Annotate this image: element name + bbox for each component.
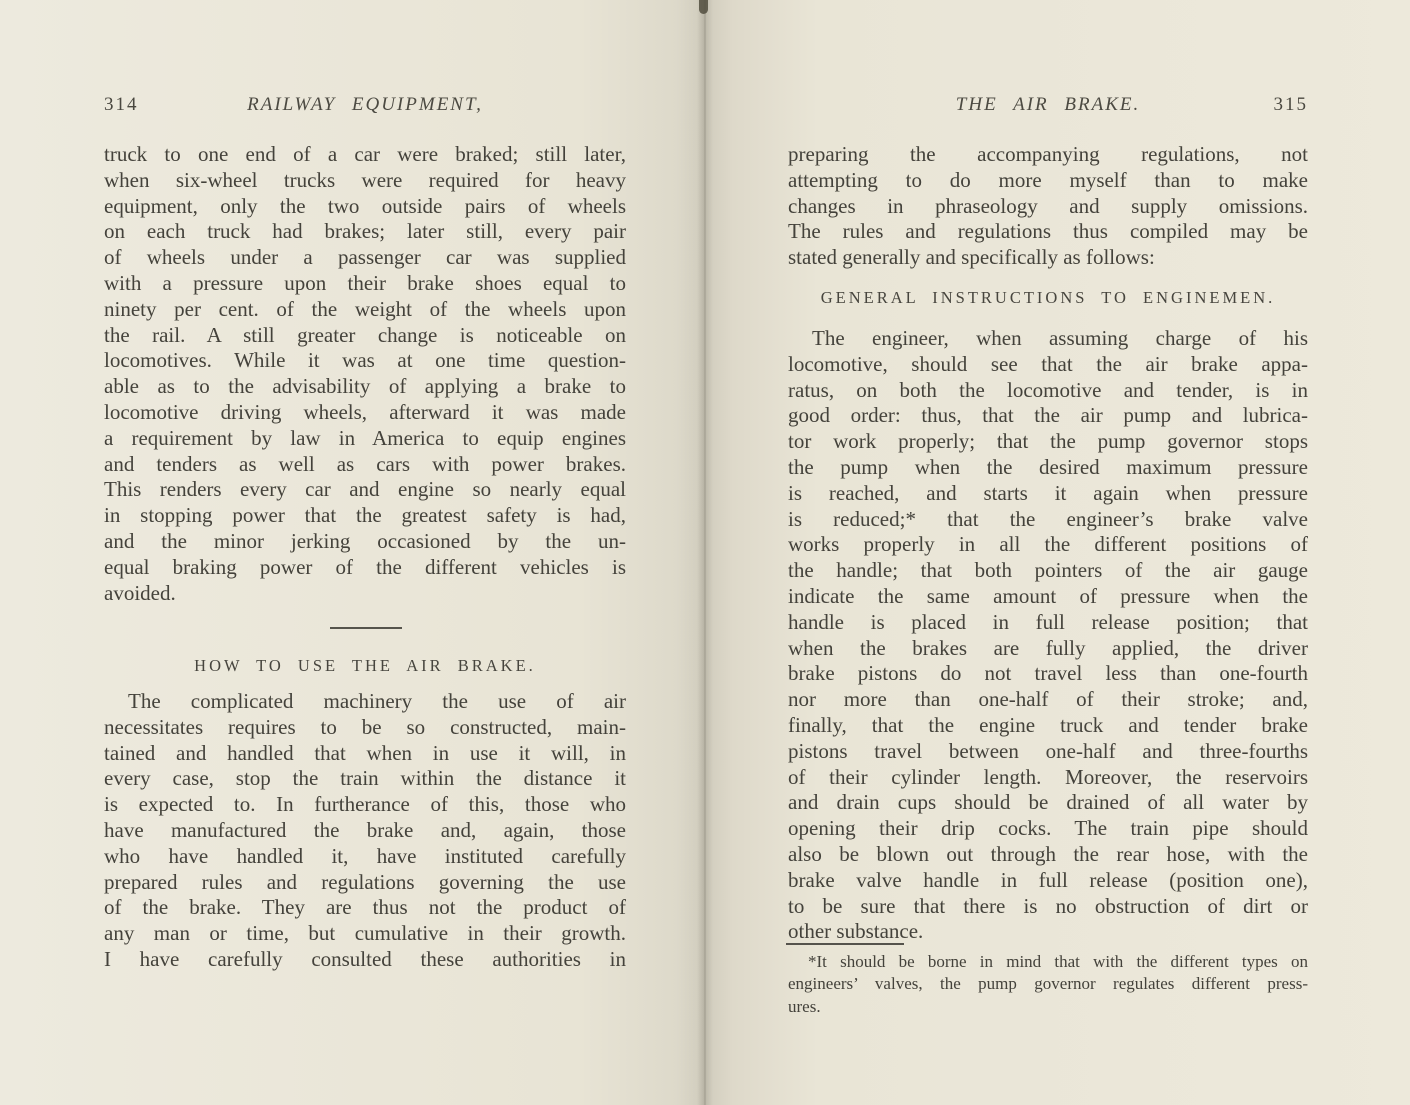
text-line: The engineer, when assuming charge of his — [812, 326, 1308, 350]
text-line: with a pressure upon their brake shoes equal to — [104, 270, 626, 295]
text-line: good order: thus, that the air pump and lubrica- — [788, 403, 1308, 428]
text-line: on each truck had brakes; later still, every pair — [104, 219, 626, 244]
text-line: is expected to. In furtherance of this, those who — [104, 792, 626, 817]
text-line: opening their drip cocks. The train pipe should — [788, 816, 1308, 841]
body-paragraph — [104, 689, 626, 973]
text-line: to be sure that there is no obstruction of dirt or — [788, 893, 1308, 918]
text-line: of wheels under a passenger car was supplied — [104, 245, 626, 270]
text-line: handle is placed in full release position; that — [788, 609, 1308, 634]
text-line: any man or time, but cumulative in their growth. — [104, 921, 626, 946]
text-line: *It should be borne in mind that with the different types on — [808, 952, 1308, 971]
body-paragraph — [788, 326, 1308, 945]
footnote-rule — [786, 943, 904, 945]
text-line: I have carefully consulted these authorities in — [104, 946, 626, 971]
section-divider — [330, 627, 402, 629]
text-line: ures. — [788, 996, 821, 1016]
text-line: and the minor jerking occasioned by the un- — [104, 528, 626, 553]
text-line: attempting to do more myself than to make — [788, 167, 1308, 192]
page-number-left: 314 — [104, 94, 139, 115]
text-line: pistons travel between one-half and three-fourths — [788, 738, 1308, 763]
text-line: the handle; that both pointers of the air gauge — [788, 558, 1308, 583]
text-line: brake pistons do not travel less than one-fourth — [788, 661, 1308, 686]
section-heading-right: GENERAL INSTRUCTIONS TO ENGINEMEN. — [820, 288, 1276, 307]
text-line: finally, that the engine truck and tender brake — [788, 712, 1308, 737]
body-paragraph — [104, 142, 626, 606]
text-line: and drain cups should be drained of all water by — [788, 790, 1308, 815]
body-paragraph — [788, 142, 1308, 271]
text-line: tained and handled that when in use it will, in — [104, 740, 626, 765]
text-line: able as to the advisability of applying a brake to — [104, 374, 626, 399]
text-line: the rail. A still greater change is noticeable on — [104, 322, 626, 347]
text-line: prepared rules and regulations governing the use — [104, 869, 626, 894]
text-line: engineers’ valves, the pump governor regulates different press- — [788, 974, 1308, 994]
text-line: of the brake. They are thus not the product of — [104, 895, 626, 920]
text-line: every case, stop the train within the distance it — [104, 766, 626, 791]
text-line: works properly in all the different positions of — [788, 532, 1308, 557]
text-line: tor work properly; that the pump governor stops — [788, 429, 1308, 454]
text-line: avoided. — [104, 580, 176, 605]
text-line: is reduced;* that the engineer’s brake valve — [788, 506, 1308, 531]
text-line: The complicated machinery the use of air — [128, 689, 626, 713]
page-number-right: 315 — [1273, 94, 1308, 115]
text-line: and tenders as well as cars with power brakes. — [104, 451, 626, 476]
text-line: equal braking power of the different vehicles is — [104, 554, 626, 579]
text-line: equipment, only the two outside pairs of wheels — [104, 193, 626, 218]
text-line: necessitates requires to be so constructed, main- — [104, 714, 626, 739]
text-line: This renders every car and engine so nearly equal — [104, 477, 626, 502]
text-line: preparing the accompanying regulations, not — [788, 142, 1308, 166]
text-line: who have handled it, have instituted carefully — [104, 843, 626, 868]
running-head-left: RAILWAY EQUIPMENT, — [247, 94, 483, 115]
text-line: locomotive driving wheels, afterward it was made — [104, 399, 626, 424]
running-head-right: THE AIR BRAKE. — [955, 94, 1141, 115]
text-line: locomotives. While it was at one time question- — [104, 348, 626, 373]
book-gutter — [697, 0, 713, 1105]
text-line: of their cylinder length. Moreover, the reservoirs — [788, 764, 1308, 789]
text-line: locomotive, should see that the air brake appa- — [788, 351, 1308, 376]
text-line: also be blown out through the rear hose, with the — [788, 841, 1308, 866]
text-line: other substance. — [788, 919, 924, 944]
footnote — [788, 951, 1308, 1018]
text-line: ninety per cent. of the weight of the wheels upon — [104, 296, 626, 321]
text-line: brake valve handle in full release (position one), — [788, 867, 1308, 892]
text-line: indicate the same amount of pressure when the — [788, 583, 1308, 608]
section-heading-left: HOW TO USE THE AIR BRAKE. — [194, 656, 536, 675]
gutter-top-notch — [699, 0, 708, 14]
text-line: in stopping power that the greatest safety is had, — [104, 503, 626, 528]
text-line: have manufactured the brake and, again, those — [104, 817, 626, 842]
text-line: truck to one end of a car were braked; still later, — [104, 142, 626, 166]
text-line: is reached, and starts it again when pressure — [788, 480, 1308, 505]
text-line: when six-wheel trucks were required for heavy — [104, 167, 626, 192]
text-line: stated generally and specifically as follows: — [788, 245, 1155, 270]
text-line: the pump when the desired maximum pressure — [788, 454, 1308, 479]
text-line: ratus, on both the locomotive and tender, is in — [788, 377, 1308, 402]
text-line: changes in phraseology and supply omissions. — [788, 193, 1308, 218]
text-line: when the brakes are fully applied, the driver — [788, 635, 1308, 660]
text-line: nor more than one-half of their stroke; and, — [788, 687, 1308, 712]
text-line: The rules and regulations thus compiled may be — [788, 219, 1308, 244]
text-line: a requirement by law in America to equip engines — [104, 425, 626, 450]
